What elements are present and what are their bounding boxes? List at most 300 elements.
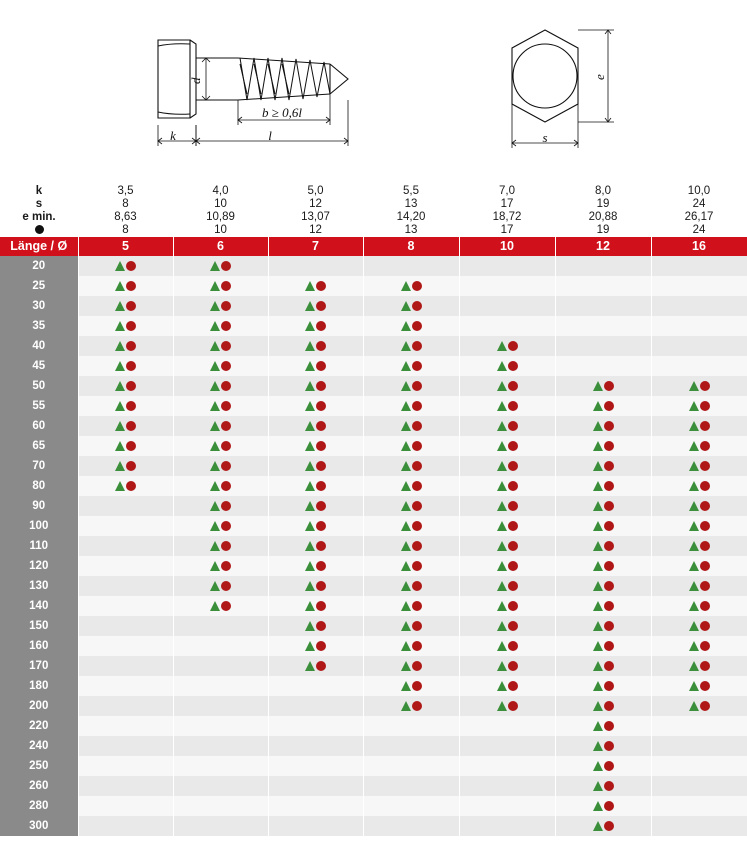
red-circle-icon: [412, 301, 422, 311]
availability-cell-empty: [78, 676, 173, 696]
availability-cell-empty: [78, 736, 173, 756]
green-triangle-icon: [497, 681, 507, 691]
green-triangle-icon: [593, 761, 603, 771]
availability-cell-empty: [459, 776, 555, 796]
availability-cell-available: [173, 296, 268, 316]
green-triangle-icon: [497, 661, 507, 671]
availability-cell-available: [459, 396, 555, 416]
red-circle-icon: [604, 701, 614, 711]
red-circle-icon: [126, 341, 136, 351]
red-circle-icon: [316, 641, 326, 651]
green-triangle-icon: [593, 681, 603, 691]
availability-marks: [115, 481, 136, 491]
green-triangle-icon: [401, 501, 411, 511]
availability-marks: [593, 441, 614, 451]
red-circle-icon: [700, 681, 710, 691]
red-circle-icon: [126, 301, 136, 311]
length-label: 50: [0, 376, 78, 396]
red-circle-icon: [700, 581, 710, 591]
header-length-diameter: Länge / Ø: [0, 237, 78, 256]
green-triangle-icon: [689, 421, 699, 431]
availability-marks: [401, 661, 422, 671]
green-triangle-icon: [401, 701, 411, 711]
availability-cell-empty: [78, 536, 173, 556]
red-circle-icon: [604, 501, 614, 511]
green-triangle-icon: [497, 641, 507, 651]
availability-cell-available: [651, 596, 747, 616]
availability-marks: [497, 581, 518, 591]
red-circle-icon: [508, 441, 518, 451]
availability-marks: [115, 361, 136, 371]
availability-cell-empty: [651, 296, 747, 316]
availability-cell-available: [268, 336, 363, 356]
green-triangle-icon: [305, 621, 315, 631]
availability-cell-available: [78, 476, 173, 496]
green-triangle-icon: [401, 401, 411, 411]
green-triangle-icon: [305, 501, 315, 511]
availability-cell-empty: [459, 316, 555, 336]
availability-cell-empty: [459, 736, 555, 756]
availability-marks: [497, 421, 518, 431]
availability-cell-available: [363, 436, 459, 456]
availability-marks: [593, 621, 614, 631]
availability-marks: [305, 401, 326, 411]
availability-cell-available: [78, 456, 173, 476]
availability-cell-empty: [173, 676, 268, 696]
red-circle-icon: [700, 541, 710, 551]
availability-marks: [210, 421, 231, 431]
label-l: l: [268, 128, 272, 143]
availability-cell-available: [555, 376, 651, 396]
availability-cell-available: [459, 436, 555, 456]
green-triangle-icon: [689, 641, 699, 651]
availability-marks: [593, 401, 614, 411]
green-triangle-icon: [305, 461, 315, 471]
spec-cell: 26,17: [651, 211, 747, 224]
red-circle-icon: [221, 521, 231, 531]
red-circle-icon: [604, 601, 614, 611]
availability-cell-available: [459, 416, 555, 436]
green-triangle-icon: [210, 381, 220, 391]
availability-marks: [689, 601, 710, 611]
red-circle-icon: [412, 501, 422, 511]
availability-cell-available: [363, 576, 459, 596]
red-circle-icon: [316, 321, 326, 331]
label-k: k: [170, 128, 176, 143]
availability-cell-available: [459, 616, 555, 636]
green-triangle-icon: [305, 341, 315, 351]
availability-cell-available: [555, 456, 651, 476]
red-circle-icon: [126, 281, 136, 291]
availability-marks: [593, 681, 614, 691]
green-triangle-icon: [593, 741, 603, 751]
availability-cell-available: [173, 576, 268, 596]
availability-marks: [210, 521, 231, 531]
availability-cell-empty: [459, 716, 555, 736]
spec-cell: 13,07: [268, 211, 363, 224]
availability-cell-available: [173, 276, 268, 296]
availability-marks: [115, 381, 136, 391]
green-triangle-icon: [401, 661, 411, 671]
green-triangle-icon: [689, 541, 699, 551]
red-circle-icon: [412, 561, 422, 571]
availability-cell-available: [173, 256, 268, 276]
availability-cell-available: [78, 436, 173, 456]
availability-cell-empty: [555, 316, 651, 336]
availability-cell-available: [459, 456, 555, 476]
green-triangle-icon: [593, 661, 603, 671]
availability-marks: [689, 501, 710, 511]
green-triangle-icon: [593, 481, 603, 491]
length-label: 150: [0, 616, 78, 636]
label-d: d: [188, 77, 203, 84]
spec-cell: 12: [268, 198, 363, 211]
red-circle-icon: [508, 701, 518, 711]
availability-marks: [689, 441, 710, 451]
red-circle-icon: [700, 441, 710, 451]
green-triangle-icon: [210, 521, 220, 531]
length-label: 35: [0, 316, 78, 336]
red-circle-icon: [412, 701, 422, 711]
availability-cell-empty: [555, 276, 651, 296]
table-row: [0, 416, 747, 436]
green-triangle-icon: [305, 421, 315, 431]
availability-cell-available: [555, 756, 651, 776]
red-circle-icon: [412, 661, 422, 671]
availability-cell-available: [459, 576, 555, 596]
green-triangle-icon: [497, 601, 507, 611]
availability-marks: [497, 501, 518, 511]
green-triangle-icon: [210, 361, 220, 371]
availability-cell-empty: [459, 756, 555, 776]
availability-marks: [210, 461, 231, 471]
availability-marks: [305, 621, 326, 631]
red-circle-icon: [221, 281, 231, 291]
green-triangle-icon: [401, 361, 411, 371]
label-b: b ≥ 0,6l: [262, 105, 302, 120]
availability-cell-available: [651, 516, 747, 536]
availability-cell-empty: [78, 576, 173, 596]
availability-marks: [689, 661, 710, 671]
red-circle-icon: [221, 541, 231, 551]
availability-cell-empty: [268, 736, 363, 756]
green-triangle-icon: [305, 561, 315, 571]
availability-cell-available: [651, 536, 747, 556]
red-circle-icon: [221, 501, 231, 511]
availability-marks: [689, 381, 710, 391]
availability-marks: [689, 401, 710, 411]
green-triangle-icon: [593, 521, 603, 531]
availability-marks: [305, 461, 326, 471]
availability-cell-empty: [173, 636, 268, 656]
header-diameter-5: 5: [78, 237, 173, 256]
green-triangle-icon: [210, 561, 220, 571]
availability-marks: [401, 541, 422, 551]
availability-cell-available: [268, 396, 363, 416]
availability-cell-available: [651, 676, 747, 696]
availability-cell-available: [459, 556, 555, 576]
availability-marks: [210, 381, 231, 391]
green-triangle-icon: [210, 341, 220, 351]
green-triangle-icon: [593, 421, 603, 431]
spec-cell: 20,88: [555, 211, 651, 224]
length-label: 80: [0, 476, 78, 496]
availability-marks: [305, 641, 326, 651]
availability-cell-available: [555, 396, 651, 416]
availability-cell-empty: [459, 276, 555, 296]
length-label: 130: [0, 576, 78, 596]
spec-cell: 18,72: [459, 211, 555, 224]
availability-marks: [593, 701, 614, 711]
table-row: [0, 556, 747, 576]
availability-cell-empty: [173, 736, 268, 756]
technical-drawing: [0, 0, 747, 185]
spec-cell: 19: [555, 198, 651, 211]
availability-cell-available: [363, 696, 459, 716]
red-circle-icon: [412, 581, 422, 591]
green-triangle-icon: [210, 321, 220, 331]
availability-marks: [593, 601, 614, 611]
green-triangle-icon: [401, 681, 411, 691]
availability-marks: [593, 801, 614, 811]
availability-marks: [401, 481, 422, 491]
availability-marks: [305, 421, 326, 431]
green-triangle-icon: [593, 781, 603, 791]
green-triangle-icon: [593, 381, 603, 391]
table-row: [0, 336, 747, 356]
green-triangle-icon: [115, 321, 125, 331]
red-circle-icon: [604, 761, 614, 771]
spec-cell: 8: [78, 224, 173, 237]
availability-marks: [305, 381, 326, 391]
label-e: e: [592, 74, 607, 80]
green-triangle-icon: [305, 441, 315, 451]
green-triangle-icon: [497, 381, 507, 391]
red-circle-icon: [412, 601, 422, 611]
spec-cell: 10,89: [173, 211, 268, 224]
green-triangle-icon: [305, 481, 315, 491]
availability-cell-empty: [363, 756, 459, 776]
availability-marks: [689, 681, 710, 691]
green-triangle-icon: [115, 381, 125, 391]
availability-cell-empty: [268, 776, 363, 796]
availability-cell-available: [651, 576, 747, 596]
spec-row-s: [0, 198, 747, 211]
red-circle-icon: [126, 461, 136, 471]
green-triangle-icon: [115, 461, 125, 471]
green-triangle-icon: [210, 541, 220, 551]
black-dot-icon: [0, 224, 78, 237]
length-label: 200: [0, 696, 78, 716]
green-triangle-icon: [497, 401, 507, 411]
green-triangle-icon: [210, 401, 220, 411]
red-circle-icon: [604, 681, 614, 691]
red-circle-icon: [126, 381, 136, 391]
red-circle-icon: [604, 521, 614, 531]
availability-cell-available: [363, 656, 459, 676]
green-triangle-icon: [305, 301, 315, 311]
availability-cell-available: [78, 336, 173, 356]
red-circle-icon: [221, 361, 231, 371]
red-circle-icon: [221, 261, 231, 271]
availability-cell-empty: [651, 796, 747, 816]
red-circle-icon: [412, 541, 422, 551]
green-triangle-icon: [497, 421, 507, 431]
availability-cell-empty: [651, 716, 747, 736]
availability-cell-available: [555, 556, 651, 576]
availability-cell-available: [363, 456, 459, 476]
availability-cell-empty: [363, 716, 459, 736]
availability-marks: [210, 361, 231, 371]
green-triangle-icon: [689, 581, 699, 591]
availability-marks: [497, 441, 518, 451]
red-circle-icon: [221, 441, 231, 451]
table-row: [0, 496, 747, 516]
red-circle-icon: [316, 581, 326, 591]
availability-marks: [210, 501, 231, 511]
length-label: 30: [0, 296, 78, 316]
availability-cell-empty: [555, 356, 651, 376]
table-row: [0, 616, 747, 636]
availability-marks: [210, 401, 231, 411]
availability-cell-empty: [268, 756, 363, 776]
availability-cell-available: [555, 796, 651, 816]
availability-cell-available: [651, 556, 747, 576]
green-triangle-icon: [210, 581, 220, 591]
spec-cell: 19: [555, 224, 651, 237]
availability-cell-available: [78, 256, 173, 276]
availability-cell-available: [363, 496, 459, 516]
availability-cell-empty: [268, 256, 363, 276]
green-triangle-icon: [689, 381, 699, 391]
table-row: [0, 536, 747, 556]
red-circle-icon: [508, 481, 518, 491]
availability-cell-available: [459, 496, 555, 516]
availability-cell-available: [651, 416, 747, 436]
availability-marks: [593, 561, 614, 571]
availability-cell-available: [268, 656, 363, 676]
availability-cell-empty: [78, 556, 173, 576]
green-triangle-icon: [497, 341, 507, 351]
green-triangle-icon: [115, 361, 125, 371]
green-triangle-icon: [689, 501, 699, 511]
availability-cell-empty: [459, 816, 555, 836]
green-triangle-icon: [401, 301, 411, 311]
length-label: 110: [0, 536, 78, 556]
red-circle-icon: [700, 401, 710, 411]
availability-cell-empty: [363, 776, 459, 796]
header-diameter-16: 16: [651, 237, 747, 256]
availability-cell-empty: [555, 336, 651, 356]
red-circle-icon: [316, 381, 326, 391]
green-triangle-icon: [497, 521, 507, 531]
availability-marks: [497, 601, 518, 611]
availability-marks: [497, 541, 518, 551]
spec-cell: 24: [651, 198, 747, 211]
availability-marks: [401, 281, 422, 291]
red-circle-icon: [221, 421, 231, 431]
green-triangle-icon: [497, 541, 507, 551]
table-row: [0, 396, 747, 416]
availability-cell-available: [555, 576, 651, 596]
availability-cell-available: [555, 656, 651, 676]
red-circle-icon: [412, 441, 422, 451]
availability-cell-empty: [651, 356, 747, 376]
availability-cell-available: [78, 356, 173, 376]
red-circle-icon: [316, 661, 326, 671]
availability-cell-empty: [651, 256, 747, 276]
availability-cell-available: [363, 596, 459, 616]
green-triangle-icon: [305, 541, 315, 551]
availability-cell-available: [555, 416, 651, 436]
availability-cell-available: [363, 336, 459, 356]
red-circle-icon: [412, 341, 422, 351]
green-triangle-icon: [497, 461, 507, 471]
green-triangle-icon: [497, 441, 507, 451]
availability-marks: [305, 441, 326, 451]
table-row: [0, 756, 747, 776]
availability-marks: [401, 341, 422, 351]
availability-cell-available: [268, 516, 363, 536]
green-triangle-icon: [115, 401, 125, 411]
availability-marks: [305, 301, 326, 311]
green-triangle-icon: [689, 701, 699, 711]
table-row: [0, 576, 747, 596]
spec-cell: 17: [459, 224, 555, 237]
length-label: 100: [0, 516, 78, 536]
table-row: [0, 656, 747, 676]
red-circle-icon: [508, 381, 518, 391]
red-circle-icon: [221, 301, 231, 311]
availability-cell-empty: [78, 516, 173, 536]
green-triangle-icon: [593, 541, 603, 551]
availability-marks: [593, 781, 614, 791]
red-circle-icon: [316, 501, 326, 511]
red-circle-icon: [604, 721, 614, 731]
green-triangle-icon: [305, 581, 315, 591]
availability-marks: [689, 481, 710, 491]
availability-marks: [593, 821, 614, 831]
spec-row-label: s: [0, 198, 78, 211]
availability-marks: [401, 561, 422, 571]
availability-cell-empty: [268, 676, 363, 696]
availability-marks: [497, 341, 518, 351]
red-circle-icon: [700, 521, 710, 531]
availability-marks: [497, 701, 518, 711]
length-label: 220: [0, 716, 78, 736]
availability-marks: [497, 621, 518, 631]
availability-cell-available: [363, 316, 459, 336]
green-triangle-icon: [497, 621, 507, 631]
length-label: 90: [0, 496, 78, 516]
availability-marks: [401, 441, 422, 451]
availability-cell-available: [78, 376, 173, 396]
availability-cell-available: [459, 376, 555, 396]
red-circle-icon: [316, 441, 326, 451]
availability-marks: [497, 461, 518, 471]
red-circle-icon: [700, 561, 710, 571]
availability-cell-available: [173, 376, 268, 396]
availability-cell-available: [651, 436, 747, 456]
availability-marks: [689, 541, 710, 551]
availability-cell-available: [268, 316, 363, 336]
availability-marks: [305, 341, 326, 351]
availability-cell-empty: [173, 796, 268, 816]
availability-marks: [689, 421, 710, 431]
red-circle-icon: [508, 521, 518, 531]
spec-cell: 4,0: [173, 185, 268, 198]
availability-cell-available: [268, 476, 363, 496]
